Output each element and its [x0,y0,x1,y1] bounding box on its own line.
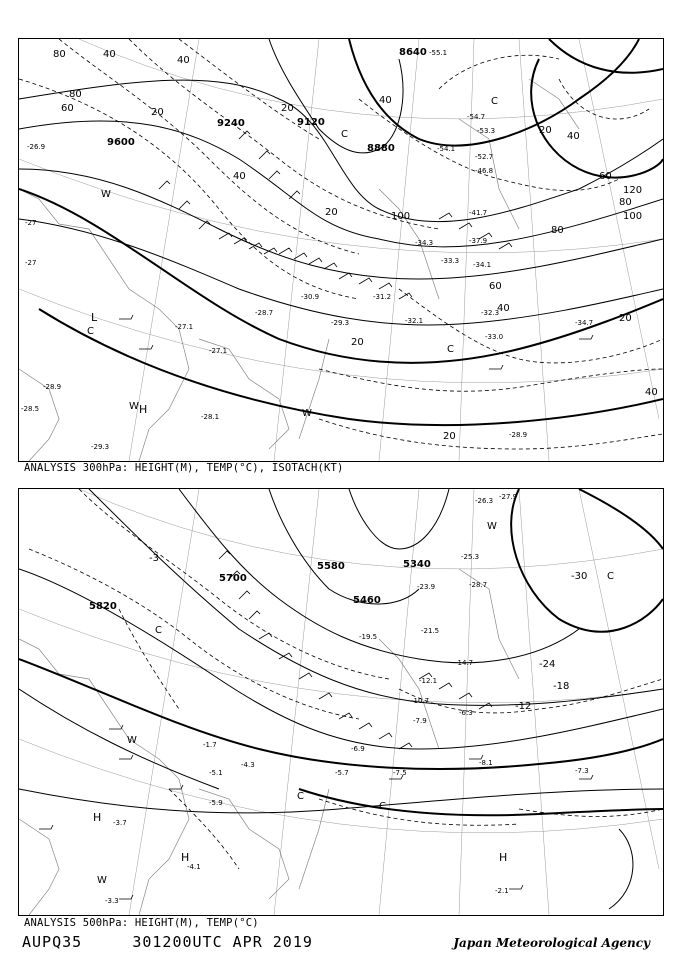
wind-barbs [119,131,593,369]
temp-value: -28.7 [255,309,274,317]
temp-value: -41.7 [469,209,488,217]
isotherm-label: -3 [149,553,159,564]
station-value: -7.3 [575,767,589,775]
isotherm-label: -18 [553,681,570,692]
station-value: -1.7 [203,741,217,749]
coastline [19,79,579,461]
caption-300hpa: ANALYSIS 300hPa: HEIGHT(M), TEMP(°C), ISOTACH(KT) [24,462,344,474]
height-label: 8640 [399,47,427,58]
temp-value: -52.7 [475,153,494,161]
map-500hpa-canvas [19,489,663,915]
cold-center: C [491,96,498,107]
high-center-H: H [93,811,102,824]
coastline [19,569,519,915]
isotach-label: 80 [551,225,564,236]
station-value: -5.9 [209,799,223,807]
station-value: -3.3 [105,897,119,905]
warm-center: W [129,401,139,412]
temperature-values-300 [21,49,593,451]
temp-value: -34.1 [473,261,492,269]
height-label: 9120 [297,117,325,128]
isotach-label: 40 [379,95,392,106]
station-value: -28.7 [469,581,488,589]
height-label: 5700 [219,573,247,584]
temp-value: -54.7 [467,113,486,121]
isotach-label: 40 [567,131,580,142]
cold-center: C [447,344,454,355]
low-center-L: L [91,311,98,324]
isotach-label: 80 [69,89,82,100]
height-label: 5580 [317,561,345,572]
wind-barbs [39,551,593,899]
station-value: -19.5 [359,633,378,641]
height-label: 9240 [217,118,245,129]
isotach-label: 40 [497,303,510,314]
temp-value: -28.9 [509,431,528,439]
valid-datetime: 301200UTC APR 2019 [132,933,313,951]
station-value: -10.7 [411,697,430,705]
isotach-label: 100 [623,211,643,222]
station-value: -4.3 [241,761,255,769]
station-value: -12.1 [419,677,438,685]
temp-value: -33.0 [485,333,504,341]
map-300hpa-canvas [19,39,663,461]
station-value: -2.1 [495,887,509,895]
warm-center: W [101,189,111,200]
height-labels-500 [89,559,431,612]
isotach-label: 20 [443,431,456,442]
agency-credit: Japan Meteorological Agency [453,936,650,950]
warm-center: W [97,875,107,886]
isotach-label: 40 [103,49,116,60]
temp-value: -34.3 [415,239,434,247]
temp-value: -28.5 [21,405,40,413]
high-center-H: H [499,851,508,864]
temp-value: -29.3 [331,319,350,327]
isotach-label: 20 [281,103,294,114]
temp-value: -28.9 [43,383,62,391]
isotach-label: 40 [177,55,190,66]
station-value: -4.1 [187,863,201,871]
high-center-H: H [181,851,190,864]
product-id: AUPQ35 [22,933,83,951]
isotach-label: 100 [391,211,411,222]
station-value: -25.3 [461,553,480,561]
station-value: -3.7 [113,819,127,827]
temp-value: -55.1 [429,49,448,57]
product-header [22,933,313,951]
isotach-label: 60 [599,171,612,182]
station-value: -14.7 [455,659,474,667]
temp-value: -30.9 [301,293,320,301]
isotherm-label: -12 [515,701,532,712]
graticule [19,489,663,915]
station-value: -5.7 [335,769,349,777]
isotach-label: 120 [623,185,643,196]
temp-value: -31.2 [373,293,392,301]
temp-value: -33.3 [441,257,460,265]
bold-height-contours [19,489,663,815]
isotach-label: 80 [619,197,632,208]
station-value: -6.3 [459,709,473,717]
station-value: -7.9 [413,717,427,725]
temp-value: -27.1 [175,323,194,331]
temp-value: -53.3 [477,127,496,135]
station-value: -7.5 [393,769,407,777]
isotach-label: 20 [325,207,338,218]
temp-value: -27 [25,259,37,267]
station-value: -23.9 [417,583,436,591]
warm-center: W [487,521,497,532]
cold-center: C [87,326,94,337]
temp-value: -29.3 [91,443,110,451]
warm-center: W [127,735,137,746]
cold-center: C [155,625,162,636]
isotherm-label: -30 [571,571,588,582]
temp-value: -46.8 [475,167,494,175]
isotach-label: 20 [619,313,632,324]
station-value: -8.1 [479,759,493,767]
station-value: -21.5 [421,627,440,635]
height-label: 8880 [367,143,395,154]
temp-value: -37.9 [469,237,488,245]
cold-center: C [297,791,304,802]
height-label: 9600 [107,137,135,148]
isotach-label: 80 [53,49,66,60]
station-value: -6.9 [351,745,365,753]
temp-value: -28.1 [201,413,220,421]
height-label: 5340 [403,559,431,570]
isotach-label: 20 [351,337,364,348]
high-center-H: H [139,403,148,416]
station-value: -27.9 [499,493,518,501]
temp-value: -27 [25,219,37,227]
height-label: 5820 [89,601,117,612]
isotherm-label: -24 [539,659,556,670]
graticule [19,39,663,461]
station-value: -26.3 [475,497,494,505]
cold-center: C [341,129,348,140]
cold-center: C [607,571,614,582]
isotach-label: 20 [151,107,164,118]
isotach-label: 40 [233,171,246,182]
temp-value: -32.1 [405,317,424,325]
temp-value: -32.3 [481,309,500,317]
isotach-label: 60 [61,103,74,114]
height-label: 5460 [353,595,381,606]
map-500hpa [18,488,664,916]
temp-value: -26.9 [27,143,46,151]
temp-value: -54.1 [437,145,456,153]
warm-center: W [302,408,312,419]
cold-center: C [379,801,386,812]
bold-height-contours [19,39,663,425]
isotach-label: 20 [539,125,552,136]
map-300hpa [18,38,664,462]
temp-value: -34.7 [575,319,594,327]
station-value: -5.1 [209,769,223,777]
isotach-label: 60 [489,281,502,292]
isotach-label: 40 [645,387,658,398]
temp-value: -27.1 [209,347,228,355]
caption-500hpa: ANALYSIS 500hPa: HEIGHT(M), TEMP(°C) [24,917,259,929]
